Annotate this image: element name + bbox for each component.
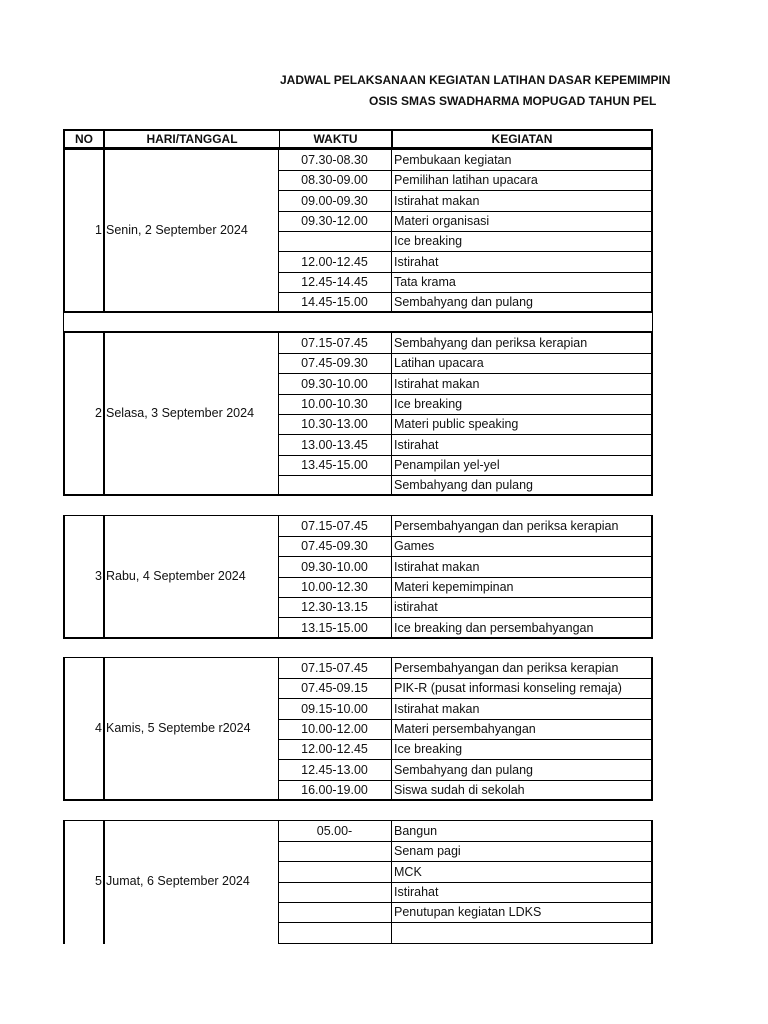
time-cell: 13.15-15.00: [301, 620, 368, 635]
time-cell: 07.15-07.45: [301, 336, 368, 350]
activity-cell: Istirahat makan: [394, 559, 480, 574]
table-row: [278, 191, 653, 212]
table-row: [278, 658, 653, 679]
activity-cell: Materi kepemimpinan: [394, 579, 514, 594]
table-row: [278, 353, 653, 374]
activity-cell: Senam pagi: [394, 844, 461, 859]
day-date: Rabu, 4 September 2024: [106, 568, 246, 583]
day-number: 3: [95, 568, 102, 583]
time-cell: 05.00-: [316, 824, 353, 838]
table-row: [278, 821, 653, 842]
activity-cell: Bangun: [394, 824, 438, 838]
time-cell: [278, 882, 391, 902]
table-row: [278, 902, 653, 923]
table-row: [278, 923, 653, 944]
time-cell: 10.00-12.00: [301, 721, 368, 736]
activity-cell: Sembahyang dan periksa kerapian: [394, 336, 588, 350]
table-row: [278, 516, 653, 537]
table-row: [278, 455, 653, 476]
time-cell: 12.00-12.45: [301, 742, 368, 757]
table-row: [278, 475, 653, 495]
time-cell: 12.00-12.45: [301, 254, 368, 269]
time-cell: [278, 841, 391, 861]
activity-cell: Sembahyang dan pulang: [394, 762, 534, 777]
activity-cell: Ice breaking: [394, 234, 463, 249]
activity-cell: istirahat: [394, 600, 438, 615]
table-row: [278, 719, 653, 740]
day-block: [63, 515, 653, 639]
header-activity: KEGIATAN: [491, 132, 553, 146]
table-row: [278, 252, 653, 273]
activity-cell: PIK-R (pusat informasi konseling remaja): [394, 681, 622, 696]
time-cell: 12.45-13.00: [301, 762, 368, 777]
time-cell: 09.30-12.00: [301, 213, 368, 228]
time-cell: 07.45-09.15: [301, 681, 368, 696]
activity-cell: Siswa sudah di sekolah: [394, 782, 525, 797]
table-row: [278, 435, 653, 456]
time-cell: [278, 923, 391, 943]
activity-cell: Istirahat: [394, 884, 439, 899]
time-cell: 09.00-09.30: [301, 193, 368, 208]
table-row: [278, 414, 653, 435]
activity-cell: Pembukaan kegiatan: [394, 153, 512, 167]
table-row: [278, 150, 653, 171]
table-row: [278, 862, 653, 883]
document-title: JADWAL PELAKSANAAN KEGIATAN LATIHAN DASAR KEPEMIMPIN: [280, 73, 671, 87]
day-block: [63, 657, 653, 801]
activity-cell: Istirahat makan: [394, 376, 480, 391]
table-row: [278, 557, 653, 578]
day-date: Selasa, 3 September 2024: [106, 406, 255, 421]
activity-cell: Latihan upacara: [394, 356, 484, 371]
time-cell: 12.45-14.45: [301, 274, 368, 289]
time-cell: 09.30-10.00: [301, 376, 368, 391]
day-block: [63, 149, 653, 313]
table-row: [278, 333, 653, 354]
header-day: HARI/TANGGAL: [105, 131, 280, 147]
activity-cell: Sembahyang dan pulang: [394, 478, 534, 493]
table-row: [278, 841, 653, 862]
table-row: [278, 231, 653, 252]
activity-cell: Ice breaking: [394, 742, 463, 757]
activity-cell: Persembahyangan dan periksa kerapian: [394, 519, 619, 533]
activity-cell: Sembahyang dan pulang: [394, 295, 534, 310]
table-header: [63, 129, 653, 149]
table-row: [278, 678, 653, 699]
time-cell: [278, 475, 391, 495]
time-cell: 14.45-15.00: [301, 295, 368, 310]
header-time: WAKTU: [280, 131, 393, 147]
table-row: [278, 272, 653, 293]
time-cell: 09.30-10.00: [301, 559, 368, 574]
activity-cell: Games: [394, 539, 435, 554]
day-date: Jumat, 6 September 2024: [106, 873, 250, 888]
activity-cell: Persembahyangan dan periksa kerapian: [394, 661, 619, 675]
activity-cell: Ice breaking dan persembahyangan: [394, 620, 594, 635]
activity-cell: Tata krama: [394, 274, 456, 289]
time-cell: 10.00-10.30: [301, 396, 368, 411]
table-row: [278, 536, 653, 557]
day-number: 4: [95, 721, 102, 736]
table-row: [278, 577, 653, 598]
table-row: [278, 394, 653, 415]
activity-cell: Ice breaking: [394, 396, 463, 411]
time-cell: 07.15-07.45: [301, 661, 368, 675]
day-date: Kamis, 5 Septembe r2024: [106, 721, 251, 736]
activity-cell: MCK: [394, 864, 422, 879]
table-row: [278, 618, 653, 638]
day-block: [63, 820, 653, 944]
day-date: Senin, 2 September 2024: [106, 223, 248, 238]
time-cell: [278, 862, 391, 882]
day-block: [63, 332, 653, 496]
table-row: [278, 699, 653, 720]
table-row: [278, 292, 653, 312]
day-number: 5: [95, 873, 102, 888]
header-no: NO: [65, 131, 105, 147]
table-row: [278, 739, 653, 760]
document-subtitle: OSIS SMAS SWADHARMA MOPUGAD TAHUN PEL: [369, 94, 657, 108]
activity-cell: Materi persembahyangan: [394, 721, 536, 736]
table-row: [278, 780, 653, 800]
time-cell: [278, 902, 391, 922]
day-number: 2: [95, 406, 102, 421]
table-row: [278, 374, 653, 395]
activity-cell: Istirahat makan: [394, 701, 480, 716]
activity-cell: Materi organisasi: [394, 213, 490, 228]
time-cell: 10.00-12.30: [301, 579, 368, 594]
time-cell: 10.30-13.00: [301, 417, 368, 432]
time-cell: 09.15-10.00: [301, 701, 368, 716]
table-row: [278, 760, 653, 781]
activity-cell: Penampilan yel-yel: [394, 457, 500, 472]
time-cell: 13.00-13.45: [301, 437, 368, 452]
time-cell: 08.30-09.00: [301, 173, 368, 188]
activity-cell: Materi public speaking: [394, 417, 519, 432]
activity-cell: Istirahat makan: [394, 193, 480, 208]
activity-cell: Penutupan kegiatan LDKS: [394, 905, 542, 920]
activity-cell: [393, 923, 652, 943]
table-row: [278, 170, 653, 191]
separator-row: [63, 312, 653, 332]
time-cell: [278, 231, 391, 251]
time-cell: 07.15-07.45: [301, 519, 368, 533]
time-cell: 07.30-08.30: [301, 153, 368, 167]
activity-cell: Istirahat: [394, 437, 439, 452]
table-row: [278, 882, 653, 903]
table-row: [278, 597, 653, 618]
time-cell: 07.45-09.30: [301, 539, 368, 554]
activity-cell: Istirahat: [394, 254, 439, 269]
time-cell: 13.45-15.00: [301, 457, 368, 472]
time-cell: 16.00-19.00: [301, 782, 368, 797]
day-number: 1: [95, 223, 102, 238]
table-row: [278, 211, 653, 232]
time-cell: 07.45-09.30: [301, 356, 368, 371]
activity-cell: Pemilihan latihan upacara: [394, 173, 538, 188]
time-cell: 12.30-13.15: [301, 600, 368, 615]
